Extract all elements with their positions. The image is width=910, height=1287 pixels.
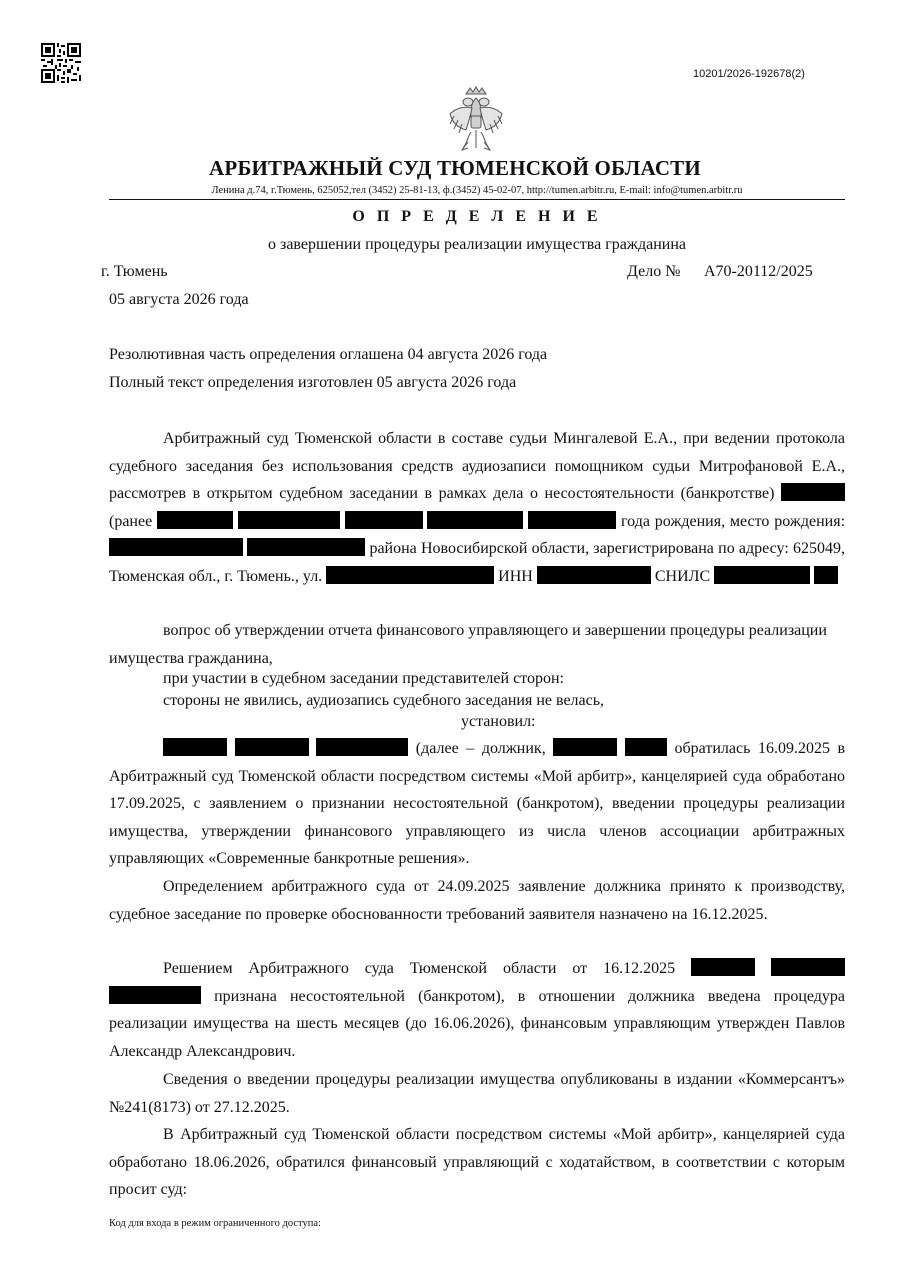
decision-text: Решением Арбитражного суда Тюменской области от 16.12.2025 bbox=[163, 960, 676, 977]
intro-text: Арбитражный суд Тюменской области в составе судьи Мингалевой Е.А., при ведении протокола судебного заседания без использования средств аудиозаписи помощником судьи Митрофановой Е.А., рассмотрев в открытом судебном заседании в рамках дела о несостоятельности (банкротстве) bbox=[109, 430, 845, 502]
paragraph-intro bbox=[109, 425, 845, 590]
redaction bbox=[714, 566, 810, 584]
intro-birth-label: года рождения, место рождения: bbox=[620, 512, 846, 530]
city: г. Тюмень bbox=[101, 263, 168, 280]
participants-line: при участии в судебном заседании представителей сторон: bbox=[163, 670, 564, 687]
redaction bbox=[238, 511, 340, 529]
document-title: О П Р Е Д Е Л Е Н И Е bbox=[352, 208, 602, 225]
court-name: АРБИТРАЖНЫЙ СУД ТЮМЕНСКОЙ ОБЛАСТИ bbox=[209, 156, 701, 180]
intro-address: района Новосибирской области, зарегистрирована по адресу: 625049, Тюменская обл., г. Тюмень., ул. bbox=[109, 540, 845, 585]
redaction bbox=[427, 511, 523, 529]
case-number: А70-20112/2025 bbox=[704, 263, 813, 280]
established-heading: установил: bbox=[461, 713, 536, 730]
paragraph-publication: Сведения о введении процедуры реализации имущества опубликованы в издании «Коммерсантъ» №241(8173) от 27.12.2025. bbox=[109, 1071, 845, 1116]
redaction bbox=[316, 738, 408, 756]
redaction bbox=[625, 738, 667, 756]
paragraph-decision bbox=[109, 955, 845, 1065]
redaction bbox=[537, 566, 651, 584]
redaction bbox=[326, 566, 494, 584]
coat-of-arms-emblem bbox=[440, 84, 512, 156]
qr-code bbox=[41, 43, 81, 83]
absence-line: стороны не явились, аудиозапись судебного заседания не велась, bbox=[163, 692, 605, 709]
full-text-date: Полный текст определения изготовлен 05 августа 2026 года bbox=[109, 374, 517, 391]
redaction bbox=[163, 738, 227, 756]
inn-label: ИНН bbox=[498, 567, 533, 585]
case-code: 10201/2026-192678(2) bbox=[693, 68, 805, 80]
redaction bbox=[235, 738, 309, 756]
document-date: 05 августа 2026 года bbox=[109, 291, 249, 308]
redaction bbox=[691, 958, 755, 976]
snils-label: СНИЛС bbox=[654, 567, 711, 585]
redaction bbox=[553, 738, 617, 756]
redaction bbox=[247, 538, 365, 556]
redaction bbox=[528, 511, 616, 529]
header-divider bbox=[109, 199, 845, 200]
operative-part-date: Резолютивная часть определения оглашена 04 августа 2026 года bbox=[109, 346, 548, 363]
redaction bbox=[109, 986, 201, 1004]
paragraph-question: вопрос об утверждении отчета финансового управляющего и завершении процедуры реализации имущества гражданина, bbox=[109, 622, 827, 667]
application-text: обратилась 16.09.2025 в Арбитражный суд Тюменской области посредством системы «Мой арбитр», канцелярией суда обработано 17.09.2025, с заявлением о признании несостоятельной (банкротом), введении процедуры реализации имущества, утверждении финансового управляющего из числа членов ассоциации арбитражных управляющих «Современные банкротные решения». bbox=[109, 740, 846, 867]
access-code-label: Код для входа в режим ограниченного доступа: bbox=[109, 1218, 321, 1229]
redaction bbox=[814, 566, 838, 584]
paragraph-acceptance: Определением арбитражного суда от 24.09.2025 заявление должника принято к производству, судебное заседание по проверке обоснованности требований заявителя назначено на 16.12.2025. bbox=[109, 878, 845, 923]
decision-result: признана несостоятельной (банкротом), в отношении должника введена процедура реализации имущества на шесть месяцев (до 16.06.2026), финансовым управляющим утвержден Павлов Александр Александрович. bbox=[109, 987, 846, 1060]
redaction bbox=[109, 538, 243, 556]
redaction bbox=[781, 483, 845, 501]
redaction bbox=[345, 511, 423, 529]
paragraph-application bbox=[109, 735, 845, 873]
case-label: Дело № bbox=[627, 263, 681, 280]
redaction bbox=[157, 511, 233, 529]
court-address: Ленина д.74, г.Тюмень, 625052,тел (3452) 25-81-13, ф.(3452) 45-02-07, http://tumen.arbitr.ru, E-mail: info@tumen.arbitr.ru bbox=[211, 185, 743, 196]
debtor-label: (далее – должник, bbox=[415, 740, 546, 757]
intro-former-label: (ранее bbox=[109, 512, 153, 530]
document-subtitle: о завершении процедуры реализации имущества гражданина bbox=[268, 236, 686, 253]
paragraph-petition: В Арбитражный суд Тюменской области посредством системы «Мой арбитр», канцелярией суда обработано 18.06.2026, обратился финансовый управляющий с ходатайством, в соответствии с которым просит суд: bbox=[109, 1126, 845, 1198]
redaction bbox=[771, 958, 845, 976]
